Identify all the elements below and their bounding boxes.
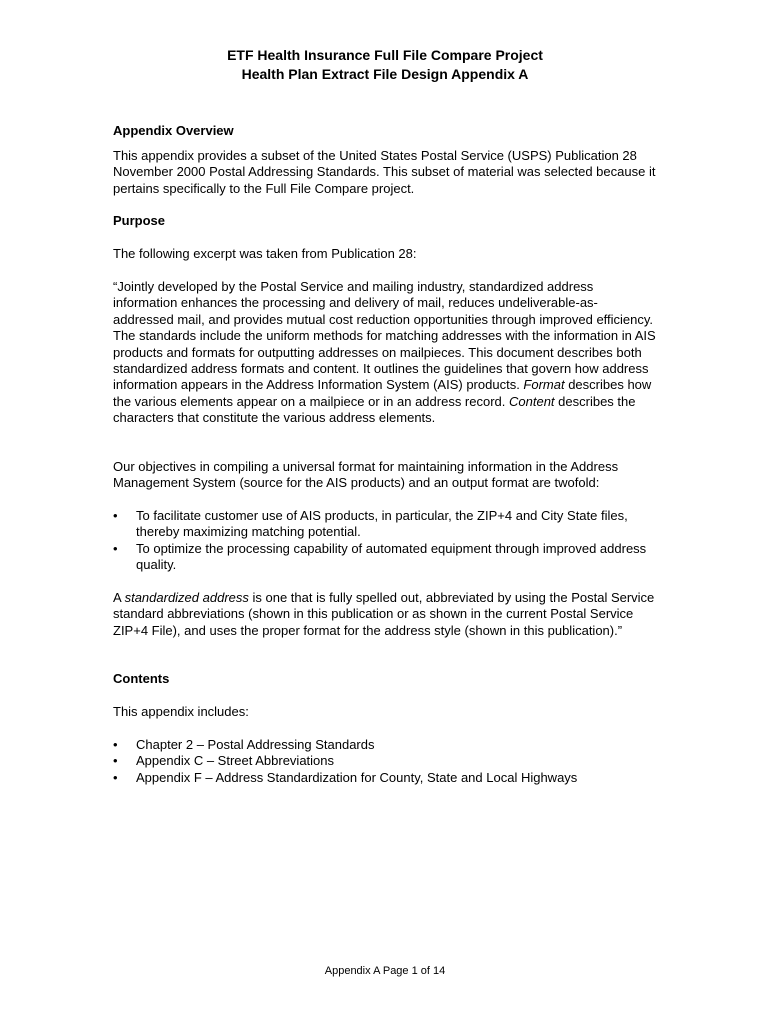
bullet-glyph: • [113, 508, 118, 523]
document-title-line2: Health Plan Extract File Design Appendix A [241, 66, 529, 82]
appendix-overview-heading: Appendix Overview [113, 123, 234, 138]
standardized-address-term: standardized address [124, 590, 249, 605]
list-item [113, 508, 658, 541]
purpose-heading: Purpose [113, 213, 166, 228]
contents-item-text: Chapter 2 – Postal Addressing Standards [136, 737, 375, 752]
quote-format-term: Format [523, 377, 565, 393]
objective-text: To optimize the processing capability of automated equipment through improved address quality. [136, 540, 647, 573]
bullet-glyph: • [113, 753, 118, 769]
bullet-glyph: • [113, 769, 118, 785]
objectives-text: Our objectives in compiling a universal format for maintaining information in the Address Management System (source for the AIS products) and an output format are twofold: [113, 459, 619, 491]
contents-list [113, 737, 658, 786]
appendix-overview-text: This appendix provides a subset of the United States Postal Service (USPS) Publication 28 November 2000 Postal Addressing Standards. This subset of material was selected because it pertains specifically to the Full File Compare project. [113, 148, 656, 196]
contents-item-text: Appendix F – Address Standardization for County, State and Local Highways [136, 769, 578, 785]
bullet-glyph: • [113, 737, 118, 752]
standardized-address-paragraph [113, 590, 658, 639]
bullet-glyph: • [113, 540, 118, 556]
page-footer: Appendix A Page 1 of 14 [324, 965, 446, 977]
list-item [113, 737, 658, 753]
objective-text: To facilitate customer use of AIS products, in particular, the ZIP+4 and City State files, thereby maximizing matching potential. [136, 508, 628, 540]
contents-item-text: Appendix C – Street Abbreviations [136, 753, 335, 769]
purpose-intro: The following excerpt was taken from Publication 28: [113, 246, 417, 261]
standardized-prefix: A [113, 590, 125, 605]
list-item [113, 753, 658, 769]
list-item [113, 541, 658, 574]
document-title-line1: ETF Health Insurance Full File Compare Project [227, 47, 543, 63]
standardized-rest: is one that is fully spelled out, abbreviated by using the Postal Service standard abbreviations (shown in this publication or as shown in the current Postal Service ZIP+4 File), and uses the proper format for the address style (shown in this publication).” [113, 590, 655, 638]
quote-part2: describes how the various elements appear on a mailpiece or in an address record. [113, 377, 652, 409]
publication-quote [113, 279, 658, 427]
quote-content-term: Content [509, 393, 555, 409]
contents-heading: Contents [113, 671, 170, 686]
list-item [113, 770, 658, 786]
contents-intro: This appendix includes: [113, 704, 249, 719]
quote-part3: describes the characters that constitute the various address elements. [113, 393, 636, 426]
objectives-list [113, 508, 658, 574]
quote-part1: “Jointly developed by the Postal Service and mailing industry, standardized address information enhances the processing and delivery of mail, reduces undeliverable-as-addressed mail, and provides mutual cost reduction opportunities through improved efficiency. The standards include the uniform methods for matching addresses with the information in AIS products and formats for outputting addresses on mailpieces. This document describes both standardized address formats and content. It outlines the guidelines that govern how address information appears in the Address Information System (AIS) products. [113, 279, 656, 393]
